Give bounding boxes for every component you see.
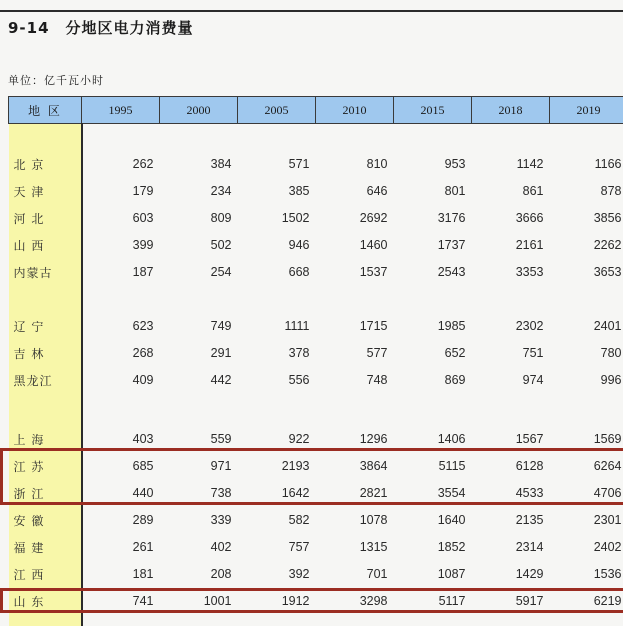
value-cell: 6264 [593,459,622,473]
value-cell: 399 [132,238,154,252]
region-cell: 吉 林 [9,340,82,367]
value-cell: 741 [132,594,154,608]
value-cell: 748 [366,373,388,387]
empty-cell [82,124,623,151]
value-cell: 187 [132,265,154,279]
value-cell: 254 [210,265,232,279]
year-column-header: 2010 [316,97,394,124]
value-cell: 571 [288,157,310,171]
value-cell: 378 [288,346,310,360]
value-cell: 1642 [281,486,310,500]
table-row [9,205,623,232]
value-cell: 701 [366,567,388,581]
region-cell: 江 苏 [9,453,82,480]
region-column-filler [9,394,82,426]
value-cell: 922 [288,432,310,446]
value-cell: 623 [132,319,154,333]
value-cell: 3864 [359,459,388,473]
value-cell: 974 [522,373,544,387]
value-cell: 2401 [593,319,622,333]
region-cell: 福 建 [9,534,82,561]
table-row [9,232,623,259]
year-column-header: 2018 [472,97,550,124]
value-cell: 646 [366,184,388,198]
region-cell: 江 西 [9,561,82,588]
value-cell: 1502 [281,211,310,225]
region-column-filler [9,286,82,313]
page-title [8,17,194,38]
value-cell: 268 [132,346,154,360]
region-cell: 天 津 [9,178,82,205]
value-cell: 440 [132,486,154,500]
value-cell: 5115 [438,459,466,473]
value-cell: 1737 [437,238,466,252]
table-row [9,534,623,561]
region-cell: 黑龙江 [9,367,82,394]
empty-cell [82,394,623,426]
value-cell: 878 [600,184,622,198]
region-cell: 山 西 [9,232,82,259]
top-divider [0,10,623,12]
value-cell: 2301 [593,513,622,527]
value-cell: 1912 [281,594,310,608]
spacer-row [9,394,623,426]
table-row [9,507,623,534]
value-cell: 869 [444,373,466,387]
region-column-filler [9,124,82,151]
table-body [9,124,623,626]
value-cell: 3298 [359,594,388,608]
table-title: 分地区电力消费量 [65,19,194,37]
value-cell: 2543 [437,265,466,279]
value-cell: 1406 [437,432,466,446]
value-cell: 2821 [359,486,388,500]
value-cell: 1111 [284,319,310,333]
value-cell: 861 [522,184,544,198]
header-row [9,97,623,124]
region-cell: 北 京 [9,151,82,178]
region-cell: 安 徽 [9,507,82,534]
region-cell: 浙 江 [9,480,82,507]
value-cell: 402 [210,540,232,554]
table-row-highlighted [9,453,623,480]
value-cell: 3856 [593,211,622,225]
value-cell: 2193 [281,459,310,473]
value-cell: 1078 [359,513,388,527]
value-cell: 3353 [515,265,544,279]
value-cell: 289 [132,513,154,527]
value-cell: 6128 [515,459,544,473]
table-row [9,178,623,205]
region-column-header: 地 区 [9,97,82,124]
region-cell: 河 北 [9,205,82,232]
value-cell: 1567 [515,432,544,446]
electricity-consumption-table [8,96,622,626]
value-cell: 3666 [515,211,544,225]
value-cell: 1537 [359,265,388,279]
value-cell: 234 [210,184,232,198]
spacer-row [9,615,623,626]
value-cell: 261 [132,540,154,554]
value-cell: 181 [132,567,154,581]
value-cell: 4533 [515,486,544,500]
value-cell: 339 [210,513,232,527]
value-cell: 1315 [359,540,388,554]
value-cell: 559 [210,432,232,446]
value-cell: 2402 [593,540,622,554]
value-cell: 2262 [593,238,622,252]
value-cell: 809 [210,211,232,225]
value-cell: 262 [132,157,154,171]
region-cell: 辽 宁 [9,313,82,340]
value-cell: 4706 [593,486,622,500]
region-cell: 上 海 [9,426,82,453]
value-cell: 801 [444,184,466,198]
value-cell: 556 [288,373,310,387]
data-table [8,96,623,626]
value-cell: 2314 [515,540,544,554]
value-cell: 1715 [359,319,388,333]
table-number: 9-14 [8,19,50,37]
region-cell: 山 东 [9,588,82,615]
value-cell: 668 [288,265,310,279]
value-cell: 996 [600,373,622,387]
value-cell: 738 [210,486,232,500]
value-cell: 1985 [437,319,466,333]
value-cell: 403 [132,432,154,446]
table-row [9,313,623,340]
value-cell: 652 [444,346,466,360]
value-cell: 6219 [593,594,622,608]
value-cell: 1166 [594,157,622,171]
value-cell: 5917 [515,594,544,608]
value-cell: 577 [366,346,388,360]
value-cell: 3653 [593,265,622,279]
year-column-header: 2015 [394,97,472,124]
value-cell: 3554 [437,486,466,500]
value-cell: 208 [210,567,232,581]
value-cell: 603 [132,211,154,225]
spacer-row [9,286,623,313]
value-cell: 2161 [515,238,544,252]
region-cell: 内蒙古 [9,259,82,286]
value-cell: 749 [210,319,232,333]
table-row [9,561,623,588]
value-cell: 582 [288,513,310,527]
table-row [9,340,623,367]
year-column-header: 2019 [550,97,623,124]
value-cell: 1142 [516,157,544,171]
table-row [9,259,623,286]
value-cell: 392 [288,567,310,581]
table-row [9,426,623,453]
year-column-header: 1995 [82,97,160,124]
value-cell: 385 [288,184,310,198]
value-cell: 1852 [437,540,466,554]
value-cell: 953 [444,157,466,171]
table-row-highlighted [9,588,623,615]
value-cell: 946 [288,238,310,252]
value-cell: 1296 [359,432,388,446]
value-cell: 442 [210,373,232,387]
value-cell: 810 [366,157,388,171]
empty-cell [82,615,623,626]
spacer-row [9,124,623,151]
table-row [9,151,623,178]
value-cell: 757 [288,540,310,554]
value-cell: 409 [132,373,154,387]
year-column-header: 2005 [238,97,316,124]
value-cell: 2302 [515,319,544,333]
value-cell: 1569 [593,432,622,446]
value-cell: 384 [210,157,232,171]
value-cell: 1087 [437,567,466,581]
empty-cell [82,286,623,313]
year-column-header: 2000 [160,97,238,124]
value-cell: 1640 [437,513,466,527]
table-header [9,97,623,124]
value-cell: 2692 [359,211,388,225]
value-cell: 685 [132,459,154,473]
region-column-filler [9,615,82,626]
value-cell: 1001 [203,594,232,608]
value-cell: 179 [132,184,154,198]
value-cell: 291 [210,346,232,360]
value-cell: 971 [210,459,232,473]
value-cell: 502 [210,238,232,252]
table-row-highlighted [9,480,623,507]
value-cell: 3176 [437,211,466,225]
unit-label: 单位：亿千瓦小时 [8,74,104,87]
value-cell: 5117 [438,594,466,608]
value-cell: 2135 [515,513,544,527]
value-cell: 1460 [359,238,388,252]
value-cell: 780 [600,346,622,360]
table-row [9,367,623,394]
value-cell: 751 [522,346,544,360]
value-cell: 1536 [593,567,622,581]
value-cell: 1429 [515,567,544,581]
